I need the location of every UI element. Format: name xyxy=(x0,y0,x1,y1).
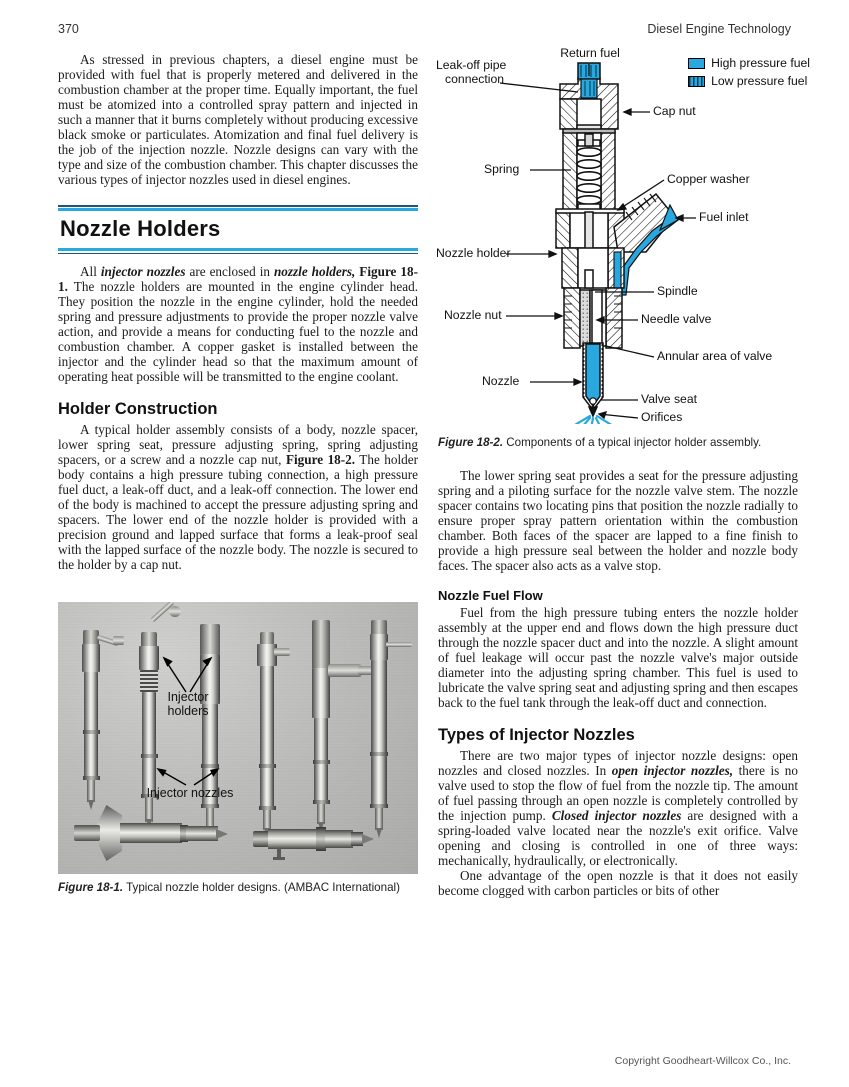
swatch-high-pressure-icon xyxy=(688,58,705,69)
label-leak-off-pipe-connection: Leak-off pipe connection xyxy=(436,58,507,86)
figure-18-1 xyxy=(58,602,418,895)
term-open-injector-nozzles: open injector nozzles, xyxy=(611,763,734,778)
figure-18-1-photo xyxy=(58,602,418,874)
term-nozzle-holders: nozzle holders, xyxy=(273,264,356,279)
legend-label-high-pressure: High pressure fuel xyxy=(711,56,810,70)
label-annular-area-of-valve: Annular area of valve xyxy=(657,349,773,363)
text-run: All xyxy=(80,264,101,279)
paragraph-holder-construction xyxy=(58,422,418,572)
figure-18-1-number: Figure 18-1. xyxy=(58,881,124,894)
paragraph-intro: As stressed in previous chapters, a diesel engine must be provided with fuel that is properly metered and delivered in the combustion chamber at the proper time. Equally important, the fuel must be atomized into a controlled spray pattern and injected in such a manner that it burns completely without producing excessive black smoke or particulates. Atomization and final fuel delivery is the job of the injection nozzle. Nozzle designs can vary with the type and size of the combustion chamber. This chapter discusses the various types of injector nozzles used in diesel engines. xyxy=(58,52,418,187)
legend-item-high-pressure xyxy=(688,56,810,70)
label-valve-seat: Valve seat xyxy=(641,392,698,406)
subheading-types-of-injector-nozzles: Types of Injector Nozzles xyxy=(438,726,635,744)
running-title: Diesel Engine Technology xyxy=(647,22,791,36)
label-nozzle-nut: Nozzle nut xyxy=(444,308,502,322)
text-run: There are two major types of injector nozzle designs: open nozzles and closed nozzles. In xyxy=(438,748,798,778)
term-closed-injector-nozzles: Closed injector nozzles xyxy=(551,808,682,823)
heading-rule-bottom xyxy=(58,248,418,254)
right-column xyxy=(436,46,810,898)
figure-ref-18-1: Figure 18-1. xyxy=(58,264,418,294)
paragraph-nozzle-fuel-flow: Fuel from the high pressure tubing enters the nozzle holder assembly at the upper end and flows down the high pressure duct through the nozzle spacer duct and into the nozzle. A slight amount of fuel leakage will occur past the nozzle valve's major outside diameter into the adjusting spring chamber. This fuel is used to lubricate the valve spring seat and adjusting spring and then escapes back to the fuel tank through the leak-off duct and connection. xyxy=(438,605,798,710)
left-column xyxy=(58,52,418,895)
label-nozzle: Nozzle xyxy=(482,374,520,388)
callout-injector-holders: Injector holders xyxy=(167,690,209,718)
copyright-footer: Copyright Goodheart-Willcox Co., Inc. xyxy=(614,1055,791,1067)
term-injector-nozzles: injector nozzles xyxy=(100,264,186,279)
section-heading-nozzle-holders: Nozzle Holders xyxy=(60,216,221,241)
section-heading-block xyxy=(58,205,418,254)
figure-18-2-number: Figure 18-2. xyxy=(438,436,504,449)
callout-injector-nozzles: Injector nozzles xyxy=(146,786,234,800)
label-nozzle-holder: Nozzle holder xyxy=(436,246,511,260)
label-cap-nut: Cap nut xyxy=(653,104,696,118)
label-fuel-inlet: Fuel inlet xyxy=(699,210,749,224)
text-run: are enclosed in xyxy=(185,264,274,279)
subheading-holder-construction: Holder Construction xyxy=(58,400,218,418)
label-copper-washer: Copper washer xyxy=(667,172,750,186)
text-run: there is no valve used to stop the flow of fuel from the nozzle tip. The amount of fuel passing through an open nozzle is completely controlled by the injection pump. xyxy=(438,763,798,823)
subheading-nozzle-fuel-flow: Nozzle Fuel Flow xyxy=(438,588,543,603)
figure-18-2 xyxy=(436,46,810,432)
label-orifices: Orifices xyxy=(641,410,683,424)
text-run: The nozzle holders are mounted in the engine cylinder head. They position the nozzle in the engine cylinder, hold the needed spring and pressure adjustments to provide the proper nozzle valve action, and provide a means for conducting fuel to the nozzle and combustion chamber. A copper gasket is installed between the injector and the cylinder head so that the maximum amount of operating heat possible will be transmitted to the engine coolant. xyxy=(58,279,418,384)
label-needle-valve: Needle valve xyxy=(641,312,712,326)
legend-item-low-pressure xyxy=(688,74,810,88)
paragraph-nozzle-holders xyxy=(58,264,418,384)
paragraph-types-1 xyxy=(438,748,798,868)
label-spring: Spring xyxy=(484,162,520,176)
figure-18-1-caption-text: Typical nozzle holder designs. (AMBAC International) xyxy=(123,881,400,894)
figure-18-1-leaders xyxy=(58,602,418,874)
figure-18-2-caption-text: Components of a typical injector holder assembly. xyxy=(503,436,762,449)
figure-18-2-legend xyxy=(688,56,810,92)
swatch-low-pressure-icon xyxy=(688,76,705,87)
text-run: The holder body contains a high pressure tubing connection, a high pressure fuel duct, a leak-off duct, and a leak-off connection. The lower end of the body is machined to accept the pressure adjusting spring and spacers. The lower end of the nozzle holder is provided with a precision ground and lapped surface that forms a leak-proof seal with the lapped surface of the nozzle body. The nozzle is secured to the holder by a cap nut. xyxy=(58,452,418,572)
figure-18-1-caption xyxy=(58,881,418,895)
label-return-fuel: Return fuel xyxy=(560,46,620,60)
label-spindle: Spindle xyxy=(657,284,698,298)
page-number: 370 xyxy=(58,22,79,36)
text-run: are designed with a spring-loaded valve located near the nozzle's exit orifice. Valve opening and closing is controlled in one of three ways: mechanically, hydraulically, or electronically. xyxy=(438,808,798,868)
text-run: A typical holder assembly consists of a body, nozzle spacer, lower spring seat, pressure adjusting spring, spring adjusting spacers, or a screw and a nozzle cap nut, xyxy=(58,422,418,467)
paragraph-types-2: One advantage of the open nozzle is that it does not easily become clogged with carbon particles or bits of other xyxy=(438,868,798,898)
figure-18-2-drawing xyxy=(438,52,810,424)
legend-label-low-pressure: Low pressure fuel xyxy=(711,74,808,88)
figure-18-2-caption xyxy=(438,436,798,450)
running-head xyxy=(58,22,791,38)
paragraph-lower-spring-seat: The lower spring seat provides a seat for the pressure adjusting spring and a piloting surface for the nozzle valve stem. The nozzle spacer contains two locating pins that position the nozzle radially to ensure proper spray pattern orientation within the combustion chamber. Both faces of the spacer are lapped to a fine finish to provide a high pressure seal between the holder and nozzle body faces. The spacer also acts as a valve stop. xyxy=(438,468,798,573)
figure-ref-18-2: Figure 18-2. xyxy=(285,452,356,467)
